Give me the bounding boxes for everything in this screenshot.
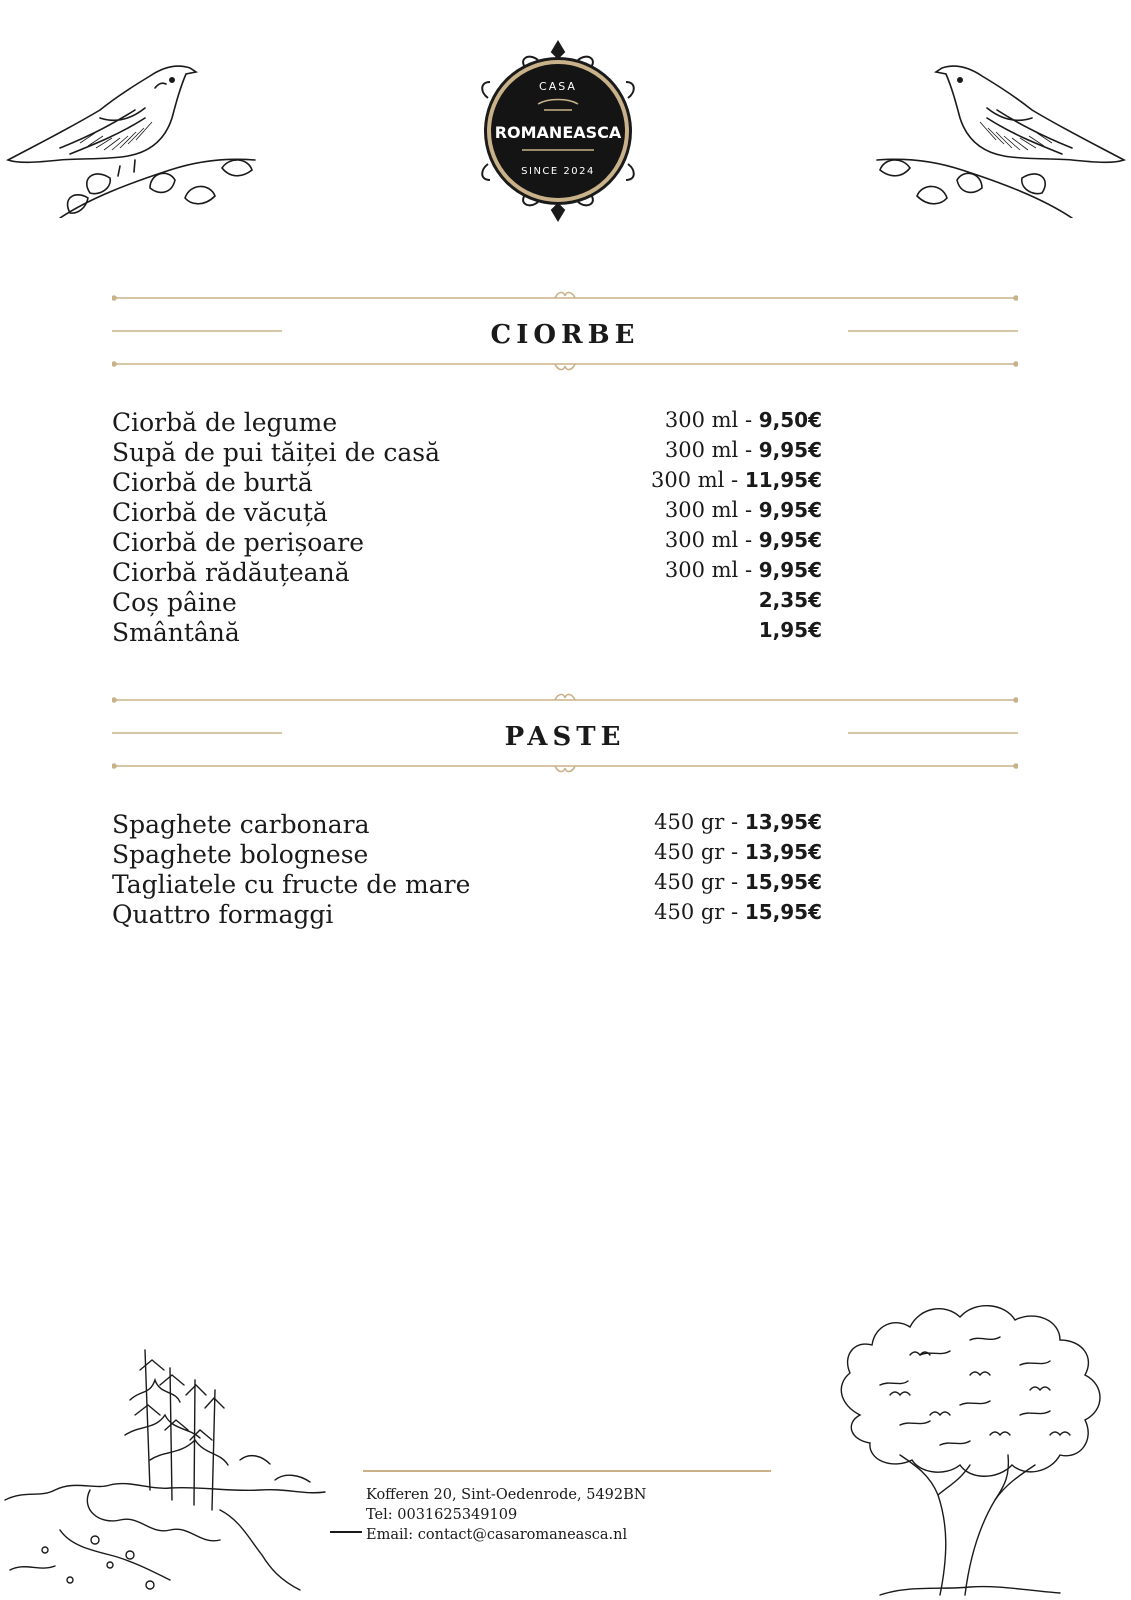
item-name: Ciorbă de văcuță <box>112 498 328 527</box>
menu-item <box>112 438 822 468</box>
menu-item <box>112 618 822 648</box>
casa-romaneasca-logo <box>478 38 638 224</box>
menu-item <box>112 900 822 930</box>
item-price <box>665 435 822 465</box>
item-amount: 1,95€ <box>758 618 822 642</box>
section-header-paste <box>112 692 1018 782</box>
item-separator: - <box>738 528 759 552</box>
item-portion: 300 ml <box>664 498 739 522</box>
section-title-ciorbe: CIORBE <box>490 320 640 350</box>
footer-contact <box>366 1485 646 1545</box>
item-separator: - <box>738 408 759 432</box>
footer-email: Email: contact@casaromaneasca.nl <box>366 1527 628 1543</box>
section-header-ciorbe <box>112 290 1018 380</box>
item-portion: 300 ml <box>664 408 739 432</box>
item-amount: 13,95€ <box>744 810 822 834</box>
item-price <box>665 495 822 525</box>
logo-name: ROMANEASCA <box>494 123 622 142</box>
item-portion: 450 gr <box>654 840 725 864</box>
item-price <box>651 465 822 495</box>
forest-sketch <box>0 1340 330 1600</box>
logo-bottom-text: SINCE 2024 <box>521 166 595 177</box>
item-separator: - <box>724 840 745 864</box>
item-portion: 300 ml <box>664 558 739 582</box>
item-name: Coș pâine <box>112 588 237 617</box>
item-name: Supă de pui tăiței de casă <box>112 438 440 467</box>
item-name: Ciorbă rădăuțeană <box>112 558 350 587</box>
tree-sketch <box>820 1295 1131 1600</box>
item-name: Tagliatele cu fructe de mare <box>112 870 471 899</box>
item-amount: 9,95€ <box>758 498 822 522</box>
menu-item <box>112 468 822 498</box>
menu-item <box>112 810 822 840</box>
item-amount: 9,95€ <box>758 558 822 582</box>
item-price <box>759 585 822 615</box>
item-separator: - <box>724 870 745 894</box>
menu-item <box>112 840 822 870</box>
footer-dash <box>330 1531 362 1533</box>
item-amount: 11,95€ <box>744 468 822 492</box>
footer-address: Kofferen 20, Sint-Oedenrode, 5492BN <box>366 1487 647 1503</box>
item-portion: 450 gr <box>654 810 725 834</box>
item-separator: - <box>738 498 759 522</box>
item-name: Spaghete bolognese <box>112 840 369 869</box>
item-price <box>654 867 822 897</box>
item-amount: 2,35€ <box>758 588 822 612</box>
item-amount: 9,95€ <box>758 528 822 552</box>
item-portion: 450 gr <box>654 870 725 894</box>
item-portion: 300 ml <box>664 438 739 462</box>
item-name: Quattro formaggi <box>112 900 334 929</box>
menu-item <box>112 588 822 618</box>
item-name: Smântână <box>112 618 240 647</box>
menu-item <box>112 498 822 528</box>
footer-divider <box>363 1470 771 1472</box>
item-amount: 9,95€ <box>758 438 822 462</box>
item-separator: - <box>738 558 759 582</box>
menu-list-paste <box>112 810 822 930</box>
menu-item <box>112 870 822 900</box>
item-amount: 15,95€ <box>744 870 822 894</box>
item-price <box>654 807 822 837</box>
menu-list-ciorbe <box>112 408 822 648</box>
item-separator: - <box>724 810 745 834</box>
menu-item <box>112 408 822 438</box>
item-separator: - <box>738 438 759 462</box>
item-name: Ciorbă de legume <box>112 408 338 437</box>
menu-item <box>112 558 822 588</box>
item-separator: - <box>724 900 745 924</box>
footer-phone: Tel: 0031625349109 <box>366 1507 518 1523</box>
item-portion: 450 gr <box>654 900 725 924</box>
item-price <box>665 555 822 585</box>
item-price <box>665 405 822 435</box>
item-price <box>665 525 822 555</box>
item-price <box>759 615 822 645</box>
item-price <box>654 837 822 867</box>
bird-illustration-right <box>872 48 1131 218</box>
item-name: Spaghete carbonara <box>112 810 370 839</box>
logo-top-text: CASA <box>539 80 577 93</box>
item-name: Ciorbă de perișoare <box>112 528 365 557</box>
item-price <box>654 897 822 927</box>
item-amount: 9,50€ <box>758 408 822 432</box>
item-amount: 13,95€ <box>744 840 822 864</box>
section-title-paste: PASTE <box>504 722 626 752</box>
item-portion: 300 ml <box>664 528 739 552</box>
item-name: Ciorbă de burtă <box>112 468 313 497</box>
item-separator: - <box>724 468 745 492</box>
menu-item <box>112 528 822 558</box>
bird-illustration-left <box>0 48 260 218</box>
item-portion: 300 ml <box>650 468 725 492</box>
item-amount: 15,95€ <box>744 900 822 924</box>
